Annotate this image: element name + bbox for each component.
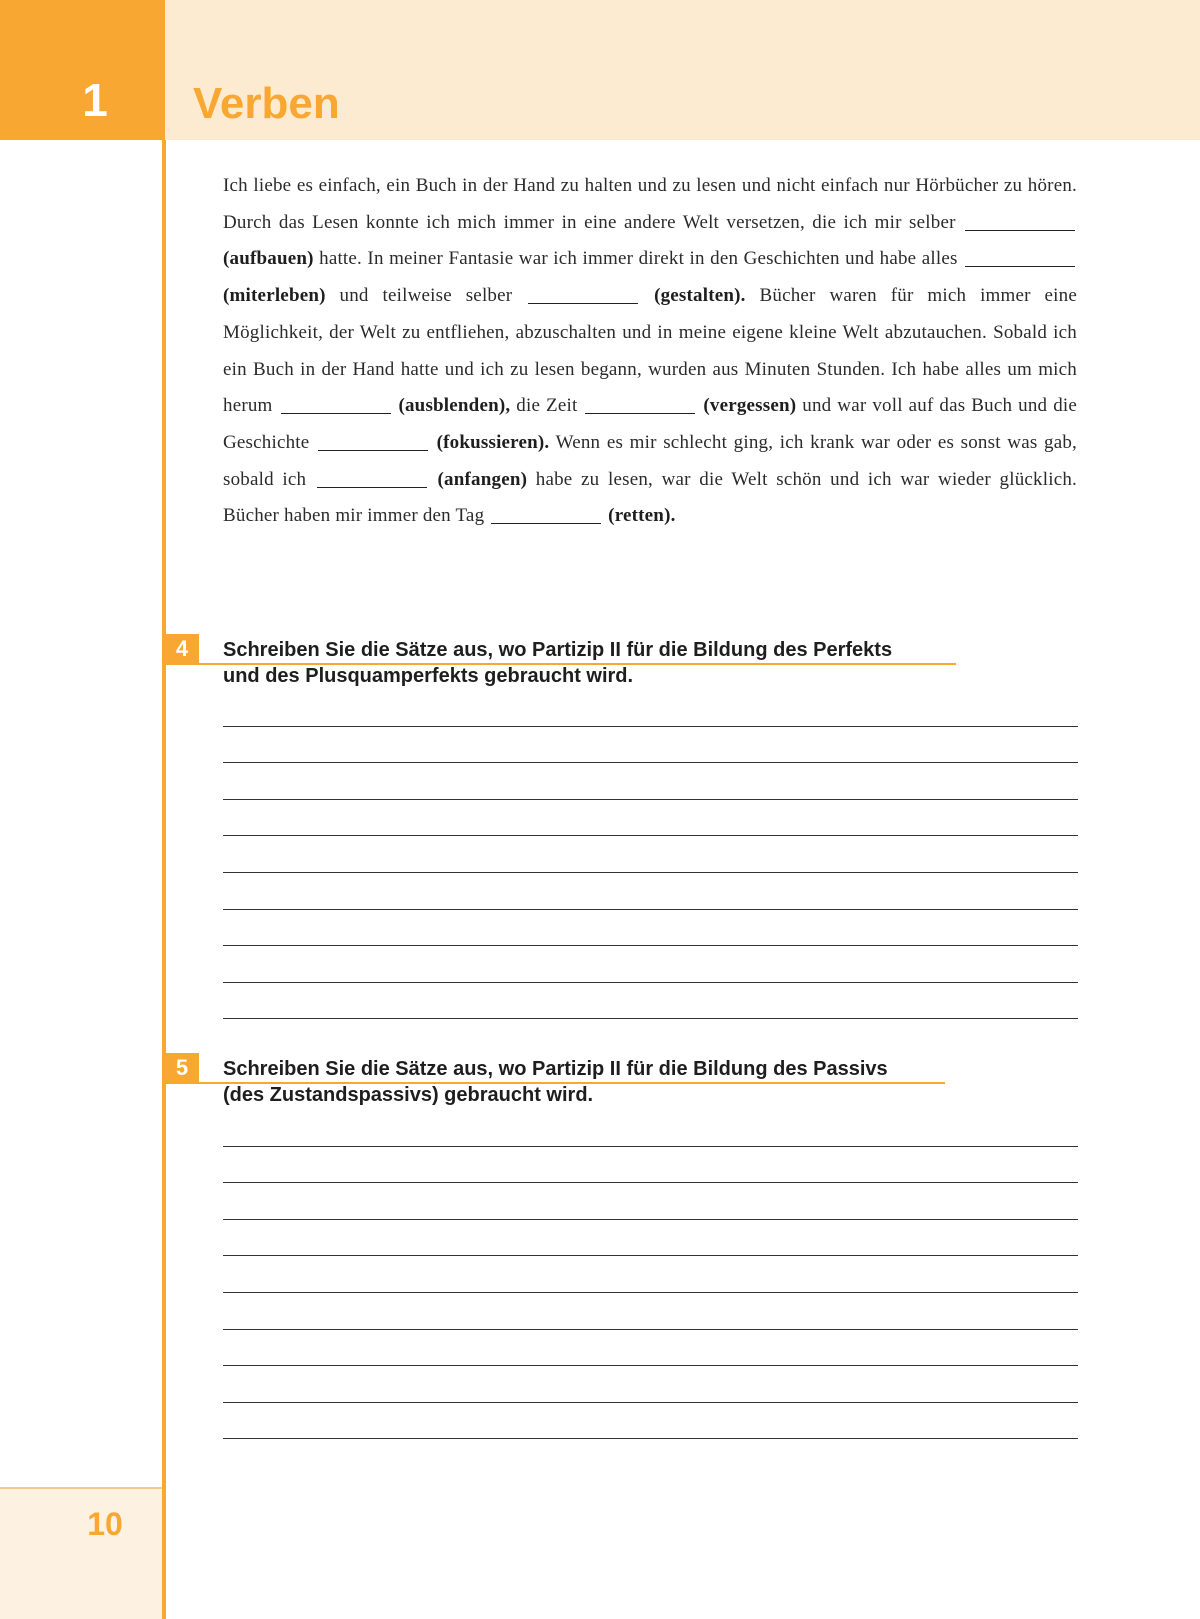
writing-line[interactable] — [223, 983, 1078, 1020]
writing-line[interactable] — [223, 1330, 1078, 1367]
writing-line[interactable] — [223, 1293, 1078, 1330]
verb-hint: (anfangen) — [437, 468, 528, 490]
answer-lines — [223, 1110, 1078, 1439]
writing-line[interactable] — [223, 946, 1078, 983]
writing-line[interactable] — [223, 1183, 1078, 1220]
writing-line[interactable] — [223, 1256, 1078, 1293]
verb-hint: (retten). — [608, 505, 676, 527]
exercise-number-badge: 4 — [165, 634, 199, 664]
writing-line[interactable] — [223, 910, 1078, 947]
verb-hint: (ausblenden), — [398, 395, 511, 417]
answer-blank[interactable] — [965, 211, 1075, 231]
verb-hint: (miterleben) — [223, 285, 326, 307]
answer-blank[interactable] — [491, 504, 601, 524]
passage-text: die Zeit — [510, 395, 584, 417]
answer-blank[interactable] — [528, 284, 638, 304]
page-number: 10 — [87, 1506, 123, 1542]
writing-line[interactable] — [223, 1147, 1078, 1184]
answer-blank[interactable] — [585, 394, 695, 414]
footer-divider — [0, 1487, 162, 1489]
exercise-number-badge: 5 — [165, 1053, 199, 1083]
instruction-line: Schreiben Sie die Sätze aus, wo Partizip II für die Bildung des Perfekts — [223, 639, 893, 661]
passage-text: Ich liebe es einfach, ein Buch in der Hand zu halten und zu lesen und nicht einfach nur Hörbücher zu hören. Durch das Lesen konnte ich mich immer in eine andere Welt versetzen, die ich mir selber — [223, 175, 1077, 233]
exercise-instruction — [223, 637, 1023, 689]
verb-hint: (aufbauen) — [223, 248, 314, 270]
answer-blank[interactable] — [317, 468, 427, 488]
answer-blank[interactable] — [318, 431, 428, 451]
writing-line[interactable] — [223, 763, 1078, 800]
writing-line[interactable] — [223, 1366, 1078, 1403]
passage-text: und teilweise selber — [325, 285, 527, 307]
instruction-line: Schreiben Sie die Sätze aus, wo Partizip II für die Bildung des Passivs — [223, 1058, 888, 1080]
writing-line[interactable] — [223, 1110, 1078, 1147]
writing-line[interactable] — [223, 690, 1078, 727]
answer-blank[interactable] — [965, 247, 1075, 267]
passage-text: und war voll auf das Buch und die Geschichte — [223, 395, 1078, 453]
chapter-number: 1 — [82, 74, 108, 126]
writing-line[interactable] — [223, 873, 1078, 910]
writing-line[interactable] — [223, 800, 1078, 837]
margin-rule — [162, 140, 166, 1619]
verb-hint: (vergessen) — [703, 395, 797, 417]
passage-text: hatte. In meiner Fantasie war ich immer direkt in den Geschichten und habe alles — [313, 248, 963, 270]
exercise-instruction — [223, 1056, 1023, 1108]
answer-lines — [223, 690, 1078, 1019]
verb-hint: (gestalten). — [654, 285, 746, 307]
instruction-line: und des Plusquamperfekts gebraucht wird. — [223, 665, 634, 687]
chapter-title: Verben — [193, 79, 340, 128]
passage-text: Bücher waren für mich immer eine Möglichkeit, der Welt zu entfliehen, abzuschalten und in meine eigene kleine Welt abzutauchen. Sobald ich ein Buch in der Hand hatte und ich zu lesen begann, wurden aus Minuten Stunden. Ich habe alles um mich herum — [223, 285, 1077, 417]
writing-line[interactable] — [223, 1220, 1078, 1257]
writing-line[interactable] — [223, 836, 1078, 873]
writing-line[interactable] — [223, 1403, 1078, 1440]
passage-text: habe zu lesen, war die Welt schön und ich war wieder glücklich. Bücher haben mir immer den Tag — [223, 468, 1077, 527]
verb-hint: (fokussieren). — [436, 431, 550, 453]
exercise-passage — [223, 168, 1077, 535]
answer-blank[interactable] — [281, 394, 391, 414]
writing-line[interactable] — [223, 727, 1078, 764]
instruction-line: (des Zustandspassivs) gebraucht wird. — [223, 1084, 594, 1106]
passage-text: Wenn es mir schlecht ging, ich krank war oder es sonst was gab, sobald ich — [223, 431, 1078, 490]
